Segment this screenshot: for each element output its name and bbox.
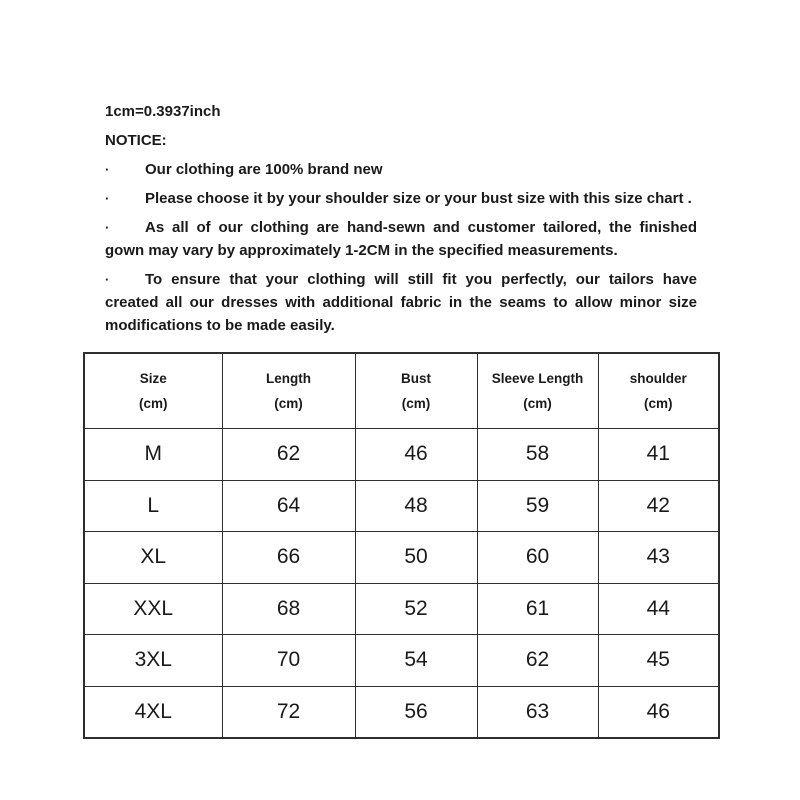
- table-row: [84, 635, 719, 687]
- shoulder-cell: 43: [598, 532, 719, 584]
- size-cell: L: [84, 480, 222, 532]
- table-row: [84, 686, 719, 738]
- conversion-note: 1cm=0.3937inch: [105, 103, 221, 120]
- length-cell: 62: [222, 429, 355, 481]
- notice-item: [105, 268, 697, 337]
- size-cell: XL: [84, 532, 222, 584]
- column-header-label: Bust: [401, 371, 431, 386]
- shoulder-cell: 46: [598, 686, 719, 738]
- length-cell: 64: [222, 480, 355, 532]
- column-header-unit: (cm): [643, 396, 673, 411]
- notice-item: [105, 187, 697, 210]
- header-row: [84, 353, 719, 429]
- column-header-label: shoulder: [629, 371, 687, 386]
- size-cell: M: [84, 429, 222, 481]
- bullet-marker: ·: [105, 162, 110, 177]
- notice-item: [105, 158, 697, 181]
- table-row: [84, 583, 719, 635]
- bust-cell: 56: [355, 686, 477, 738]
- notice-item: [105, 216, 697, 262]
- length-cell: 70: [222, 635, 355, 687]
- notice-item-text: Our clothing are 100% brand new: [145, 161, 383, 178]
- column-header-length: [222, 353, 355, 429]
- sleeve-length-cell: 59: [477, 480, 598, 532]
- notice-item-text: As all of our clothing are hand-sewn and customer tailored, the finished gown may vary by approximately 1-2CM in the specified measurements.: [105, 219, 697, 259]
- bust-cell: 54: [355, 635, 477, 687]
- shoulder-cell: 44: [598, 583, 719, 635]
- shoulder-cell: 45: [598, 635, 719, 687]
- bullet-marker: ·: [105, 191, 110, 206]
- column-header-label: Length: [266, 371, 311, 386]
- sleeve-length-cell: 61: [477, 583, 598, 635]
- column-header-label: Sleeve Length: [491, 371, 584, 386]
- bust-cell: 48: [355, 480, 477, 532]
- column-header-unit: (cm): [401, 396, 431, 411]
- sleeve-length-cell: 62: [477, 635, 598, 687]
- size-chart-table: [83, 352, 720, 739]
- table-row: [84, 429, 719, 481]
- column-header-sleeve-length: [477, 353, 598, 429]
- column-header-size: [84, 353, 222, 429]
- sleeve-length-cell: 63: [477, 686, 598, 738]
- size-chart-table-wrap: [83, 352, 720, 739]
- size-cell: 4XL: [84, 686, 222, 738]
- notice-heading: NOTICE:: [105, 132, 167, 149]
- bust-cell: 50: [355, 532, 477, 584]
- notice-text-block: [105, 100, 697, 343]
- size-cell: XXL: [84, 583, 222, 635]
- column-header-label: Size: [139, 371, 167, 386]
- bullet-marker: ·: [105, 272, 110, 287]
- column-header-unit: (cm): [274, 396, 303, 411]
- column-header-unit: (cm): [523, 396, 552, 411]
- table-row: [84, 532, 719, 584]
- sleeve-length-cell: 60: [477, 532, 598, 584]
- shoulder-cell: 42: [598, 480, 719, 532]
- notice-item-text: To ensure that your clothing will still fit you perfectly, our tailors have created all our dresses with additional fabric in the seams to allow minor size modifications to be made easily.: [105, 271, 697, 334]
- size-cell: 3XL: [84, 635, 222, 687]
- shoulder-cell: 41: [598, 429, 719, 481]
- bust-cell: 52: [355, 583, 477, 635]
- column-header-shoulder: [598, 353, 719, 429]
- length-cell: 72: [222, 686, 355, 738]
- notice-item-text: Please choose it by your shoulder size or your bust size with this size chart .: [145, 190, 692, 207]
- length-cell: 68: [222, 583, 355, 635]
- length-cell: 66: [222, 532, 355, 584]
- bust-cell: 46: [355, 429, 477, 481]
- sleeve-length-cell: 58: [477, 429, 598, 481]
- column-header-unit: (cm): [138, 396, 168, 411]
- bullet-marker: ·: [105, 220, 110, 235]
- table-row: [84, 480, 719, 532]
- column-header-bust: [355, 353, 477, 429]
